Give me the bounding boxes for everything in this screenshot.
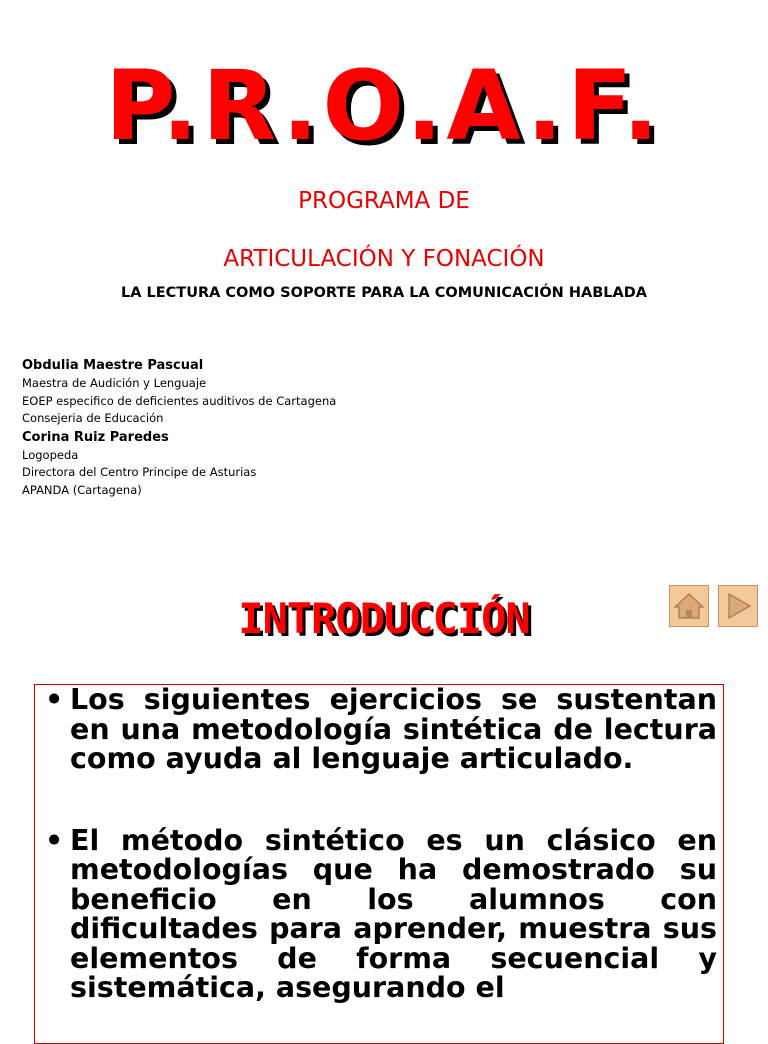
next-button[interactable] [718,585,758,627]
bullet-item: • Los siguientes ejercicios se sustentan en una metodología sintética de lectura como ayuda al lenguaje articulado. [35,685,723,774]
author-role: Logopeda [22,447,79,462]
intro-box [34,684,724,1044]
subtitle-programa: PROGRAMA DE [298,188,470,214]
author-affiliation: APANDA (Cartagena) [22,482,142,497]
bullet-item: • El método sintético es un clásico en metodologías que ha demostrado su beneficio en los alumnos con dificultades para aprender, muestra sus elementos de forma secuencial y sistemática, asegurando el [35,826,723,1003]
author-role: Maestra de Audición y Lenguaje [22,376,207,390]
home-icon [670,586,708,626]
author-affiliation: Directora del Centro Principe de Asturias [22,465,257,479]
play-right-icon [719,586,757,626]
author-2 [22,428,336,500]
author-name: Corina Ruiz Paredes [22,429,169,445]
main-title: P.R.O.A.F. [105,50,663,162]
author-1 [22,356,336,428]
bullet-list [35,685,723,1003]
subtitle-articulacion: ARTICULACIÓN Y FONACIÓN [223,246,545,272]
subtitle-lectura: LA LECTURA COMO SOPORTE PARA LA COMUNICACIÓN HABLADA [121,285,647,301]
author-affiliation: Consejeria de Educación [22,411,164,425]
home-button[interactable] [669,585,709,627]
author-affiliation: EOEP especifico de deficientes auditivos de Cartagena [22,393,337,408]
authors-block [22,356,336,499]
section-title: INTRODUCCIÓN [238,594,530,643]
author-name: Obdulia Maestre Pascual [22,358,204,373]
